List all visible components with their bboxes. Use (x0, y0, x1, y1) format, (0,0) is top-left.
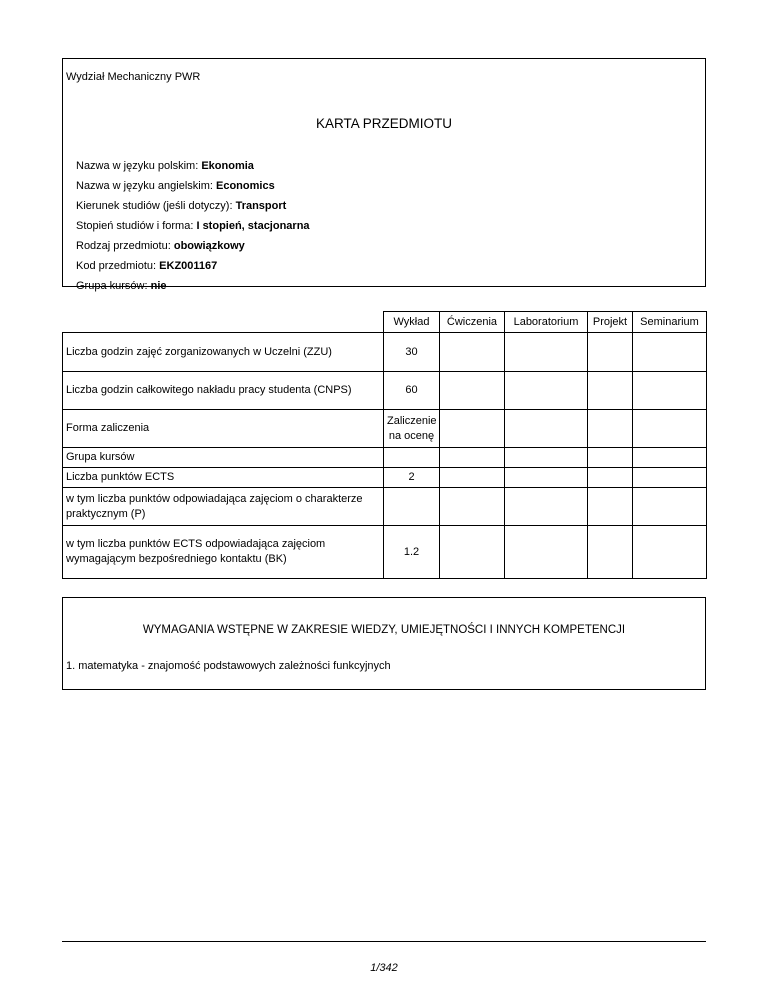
row-label: Forma zaliczenia (63, 410, 384, 448)
info-value: obowiązkowy (173, 240, 245, 252)
table-header-row (63, 312, 707, 333)
table-cell (440, 488, 505, 526)
course-info-list (76, 156, 310, 296)
info-row-course-type (76, 236, 310, 256)
table-cell: 1.2 (384, 526, 440, 579)
table-cell (505, 468, 588, 488)
row-label: Grupa kursów (63, 448, 384, 468)
table-cell (588, 410, 633, 448)
table-cell (505, 488, 588, 526)
table-cell (440, 468, 505, 488)
column-header: Ćwiczenia (440, 312, 505, 333)
column-header: Projekt (588, 312, 633, 333)
info-row-field-of-study (76, 196, 310, 216)
info-row-english-name (76, 176, 310, 196)
info-value: I stopień, stacjonarna (196, 220, 310, 232)
prerequisites-box (62, 597, 706, 690)
table-corner (63, 312, 384, 333)
table-cell (633, 488, 707, 526)
page-number: 1/342 (370, 962, 398, 974)
info-value: EKZ001167 (159, 260, 218, 272)
table-row (63, 488, 707, 526)
info-label: Grupa kursów: (76, 280, 148, 292)
row-label: w tym liczba punktów ECTS odpowiadająca zajęciom wymagającym bezpośredniego kontaktu (BK) (63, 526, 384, 579)
column-header: Seminarium (633, 312, 707, 333)
table-cell (384, 488, 440, 526)
row-label: Liczba punktów ECTS (63, 468, 384, 488)
course-card-header (62, 58, 706, 292)
table-cell (633, 372, 707, 410)
table-cell (384, 448, 440, 468)
table-cell (633, 448, 707, 468)
info-row-course-group (76, 276, 310, 296)
info-label: Rodzaj przedmiotu: (76, 240, 171, 252)
column-header: Laboratorium (505, 312, 588, 333)
table-cell (588, 448, 633, 468)
info-row-degree-form (76, 216, 310, 236)
table-cell (505, 410, 588, 448)
table-row (63, 448, 707, 468)
faculty-name: Wydział Mechaniczny PWR (66, 71, 201, 83)
table-cell: 2 (384, 468, 440, 488)
table-cell (588, 372, 633, 410)
info-label: Kod przedmiotu: (76, 260, 157, 272)
table-cell (633, 410, 707, 448)
info-value: nie (150, 280, 167, 292)
info-row-polish-name (76, 156, 310, 176)
table-row (63, 410, 707, 448)
table-row (63, 333, 707, 372)
info-label: Nazwa w języku angielskim: (76, 180, 213, 192)
footer-divider (62, 941, 706, 942)
table-cell: Zaliczenie na ocenę (384, 410, 440, 448)
table-cell (505, 526, 588, 579)
info-value: Transport (235, 200, 287, 212)
table-row (63, 526, 707, 579)
page-title: KARTA PRZEDMIOTU (315, 116, 452, 131)
list-item: 1. matematyka - znajomość podstawowych zależności funkcyjnych (66, 660, 391, 672)
table-cell (633, 526, 707, 579)
row-label: w tym liczba punktów odpowiadająca zajęciom o charakterze praktycznym (P) (63, 488, 384, 526)
table-cell (440, 448, 505, 468)
table-cell (440, 526, 505, 579)
table-cell (505, 448, 588, 468)
info-value: Ekonomia (201, 160, 254, 172)
table-cell (588, 333, 633, 372)
table-row (63, 372, 707, 410)
info-label: Stopień studiów i forma: (76, 220, 194, 232)
table-cell (505, 372, 588, 410)
table-cell (633, 468, 707, 488)
table-cell (588, 468, 633, 488)
table-cell: 60 (384, 372, 440, 410)
table-cell (440, 333, 505, 372)
row-label: Liczba godzin zajęć zorganizowanych w Uczelni (ZZU) (63, 333, 384, 372)
table-cell (588, 526, 633, 579)
info-label: Kierunek studiów (jeśli dotyczy): (76, 200, 233, 212)
table-row (63, 468, 707, 488)
table-cell (440, 410, 505, 448)
table-cell: 30 (384, 333, 440, 372)
hours-table (62, 311, 707, 579)
table-cell (588, 488, 633, 526)
info-value: Economics (216, 180, 275, 192)
info-row-course-code (76, 256, 310, 276)
table-cell (505, 333, 588, 372)
table-cell (440, 372, 505, 410)
prerequisites-title: WYMAGANIA WSTĘPNE W ZAKRESIE WIEDZY, UMIEJĘTNOŚCI I INNYCH KOMPETENCJI (142, 624, 626, 636)
column-header: Wykład (384, 312, 440, 333)
info-label: Nazwa w języku polskim: (76, 160, 199, 172)
table-cell (633, 333, 707, 372)
row-label: Liczba godzin całkowitego nakładu pracy studenta (CNPS) (63, 372, 384, 410)
